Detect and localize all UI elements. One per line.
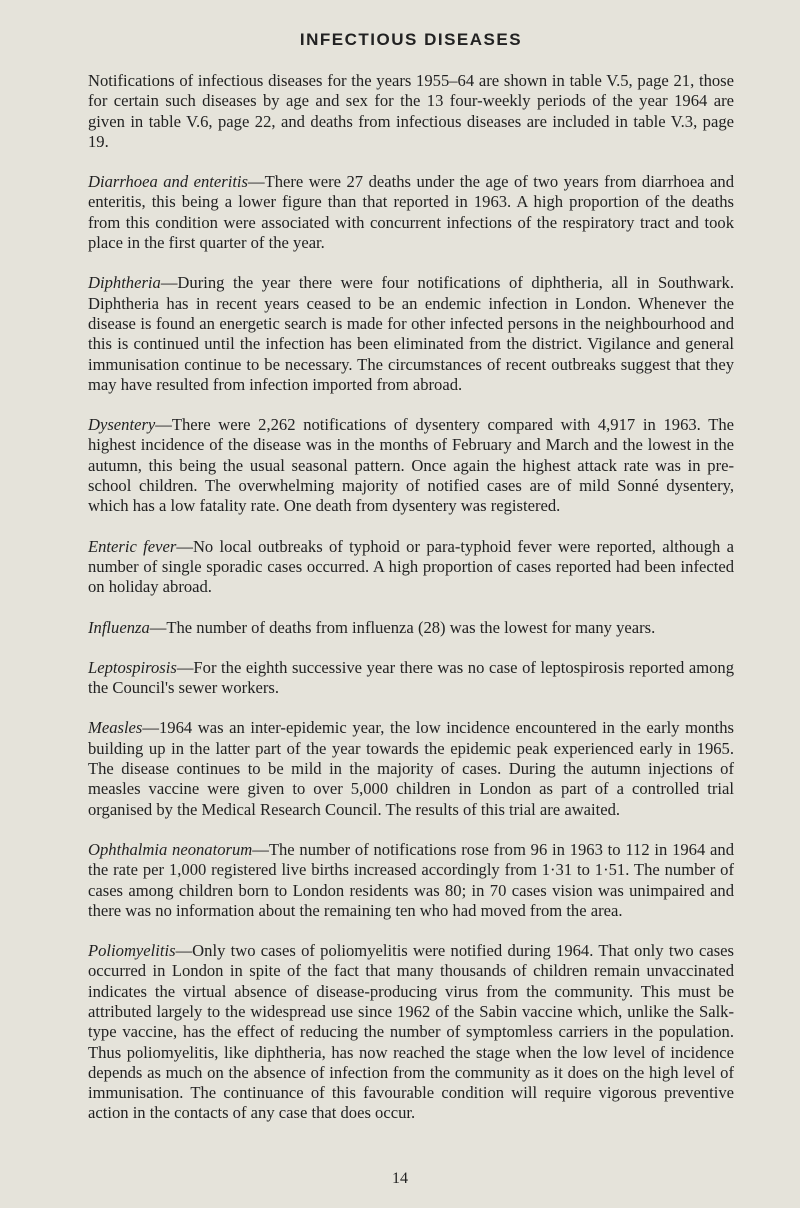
section-diphtheria [88, 273, 734, 395]
section-diarrhoea [88, 172, 734, 253]
section-heading: Diarrhoea and enteritis [88, 172, 249, 192]
section-text: —There were 27 deaths under the age of two years from diarrhoea and enteritis, this being a lower figure than that reported in 1963. A high proportion of the deaths from this condition were associated with concurrent infections of the respiratory tract and took place in the first quarter of the year. [88, 172, 734, 253]
section-dysentery [88, 415, 734, 516]
section-heading: Poliomyelitis [88, 941, 176, 961]
section-heading: Enteric fever [88, 536, 177, 556]
intro-paragraph: Notifications of infectious diseases for the years 1955–64 are shown in table V.5, page 21, those for certain such diseases by age and sex for the 13 four-weekly periods of the year 1964 are given in table V.6, page 22, and deaths from infectious diseases are included in table V.3, page 19. [88, 71, 734, 151]
section-heading: Dysentery [88, 415, 156, 435]
section-leptospirosis [88, 658, 734, 699]
section-heading: Diphtheria [88, 273, 161, 293]
section-text: —Only two cases of poliomyelitis were notified during 1964. That only two cases occurred in London in spite of the fact that many thousands of children remain unvaccinated indicates the virtual absence of disease-producing virus from the community. This must be attributed largely to the widespread use since 1962 of the Sabin vaccine which, unlike the Salk-type vaccine, has the effect of reducing the number of symptomless carriers in the population. Thus poliomyelitis, like diphtheria, has now reached the stage when the low level of incidence depends as much on the absence of infection from the community as it does on the high level of immunisation. The continuance of this favourable condition will require vigorous preventive action in the contacts of any case that does occur. [88, 941, 734, 1123]
section-enteric-fever [88, 537, 734, 598]
section-text: —The number of notifications rose from 96 in 1963 to 112 in 1964 and the rate per 1,000 registered live births increased accordingly from 1·31 to 1·51. The number of cases among children born to London residents was 80; in 70 cases vision was unimpaired and there was no information about the remaining ten who had moved from the area. [88, 839, 734, 920]
section-text: —No local outbreaks of typhoid or para-typhoid fever were reported, although a number of single sporadic cases occurred. A high proportion of cases reported had been infected on holiday abroad. [88, 536, 734, 597]
section-text: —During the year there were four notifications of diphtheria, all in Southwark. Diphtheria has in recent years ceased to be an endemic infection in London. Whenever the disease is found an energetic search is made for other infected persons in the neighbourhood and this is continued until the infection has been eliminated from the district. Vigilance and general immunisation continue to be necessary. The circumstances of recent outbreaks suggest that they may have resulted from infection imported from abroad. [88, 273, 734, 394]
section-heading: Ophthalmia neonatorum [88, 839, 253, 859]
section-text: —There were 2,262 notifications of dysentery compared with 4,917 in 1963. The highest incidence of the disease was in the months of February and March and the lowest in the autumn, this being the usual seasonal pattern. Once again the highest attack rate was in pre-school children. The overwhelming majority of notified cases are of mild Sonné dysentery, which has a low fatality rate. One death from dysentery was registered. [88, 415, 734, 516]
section-text: —The number of deaths from influenza (28) was the lowest for many years. [149, 617, 656, 637]
section-measles [88, 718, 734, 819]
section-heading: Measles [88, 718, 143, 738]
section-heading: Influenza [88, 617, 150, 637]
section-text: —For the eighth successive year there was no case of leptospirosis reported among the Council's sewer workers. [88, 657, 734, 698]
section-heading: Leptospirosis [88, 657, 177, 677]
section-text: —1964 was an inter-epidemic year, the low incidence encountered in the early months building up in the latter part of the year towards the epidemic peak experienced early in 1965. The disease continues to be mild in the majority of cases. During the autumn injections of measles vaccine were given to over 5,000 children in London as part of a controlled trial organised by the Medical Research Council. The results of this trial are awaited. [88, 718, 734, 819]
section-poliomyelitis [88, 941, 734, 1124]
page-number: 14 [392, 1170, 408, 1187]
section-influenza [88, 618, 734, 638]
page-title: INFECTIOUS DISEASES [299, 30, 523, 49]
section-ophthalmia-neonatorum [88, 840, 734, 921]
